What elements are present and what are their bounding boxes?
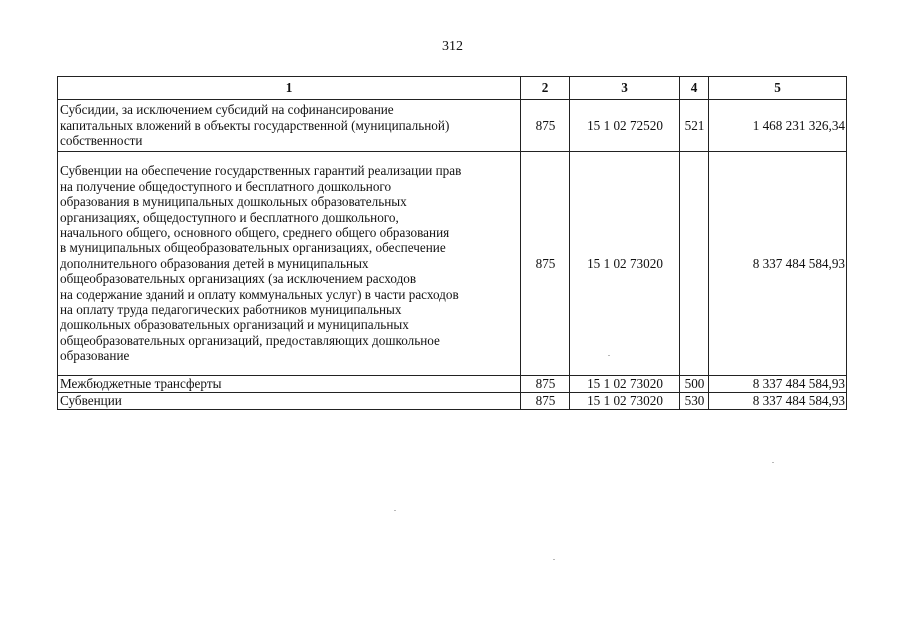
- row-col-3: 15 1 02 72520: [570, 100, 680, 152]
- row-col-5: 1 468 231 326,34: [709, 100, 847, 152]
- scan-speck: [394, 510, 396, 511]
- row-col-5: 8 337 484 584,93: [709, 393, 847, 410]
- row-col-5: 8 337 484 584,93: [709, 376, 847, 393]
- scan-speck: [772, 462, 774, 463]
- row-col-4: 521: [680, 100, 709, 152]
- scan-speck: [608, 355, 610, 356]
- row-col-3: 15 1 02 73020: [570, 152, 680, 376]
- row-col-4: [680, 152, 709, 376]
- header-col-2: 2: [521, 77, 570, 100]
- table-header-row: [58, 77, 847, 100]
- budget-table: [57, 76, 847, 410]
- row-col-3: 15 1 02 73020: [570, 393, 680, 410]
- header-col-5: 5: [709, 77, 847, 100]
- row-col-4: 530: [680, 393, 709, 410]
- row-description: Субсидии, за исключением субсидий на софинансирование капитальных вложений в объекты государственной (муниципальной) собственности: [58, 100, 521, 152]
- row-col-5: 8 337 484 584,93: [709, 152, 847, 376]
- table-row: [58, 376, 847, 393]
- table-row: [58, 100, 847, 152]
- row-description: Субвенции на обеспечение государственных гарантий реализации прав на получение общедоступного и бесплатного дошкольного образования в муниципальных дошкольных образовательных организациях, общедоступного и бесплатного дошкольного, начального общего, основного общего, среднего общего образования в муниципальных общеобразовательных организациях, обеспечение дополнительного образования детей в муниципальных общеобразовательных организациях (за исключением расходов на содержание зданий и оплату коммунальных услуг) в части расходов на оплату труда педагогических работников муниципальных дошкольных образовательных организаций и муниципальных общеобразовательных организаций, предоставляющих дошкольное образование: [58, 152, 521, 376]
- row-col-2: 875: [521, 376, 570, 393]
- header-col-3: 3: [570, 77, 680, 100]
- row-description: Субвенции: [58, 393, 521, 410]
- row-col-2: 875: [521, 393, 570, 410]
- row-description: Межбюджетные трансферты: [58, 376, 521, 393]
- header-col-1: 1: [58, 77, 521, 100]
- row-col-3: 15 1 02 73020: [570, 376, 680, 393]
- page-number: 312: [442, 39, 463, 54]
- table-row: [58, 152, 847, 376]
- row-col-2: 875: [521, 152, 570, 376]
- row-col-2: 875: [521, 100, 570, 152]
- scan-speck: [553, 559, 555, 560]
- table-row: [58, 393, 847, 410]
- row-col-4: 500: [680, 376, 709, 393]
- header-col-4: 4: [680, 77, 709, 100]
